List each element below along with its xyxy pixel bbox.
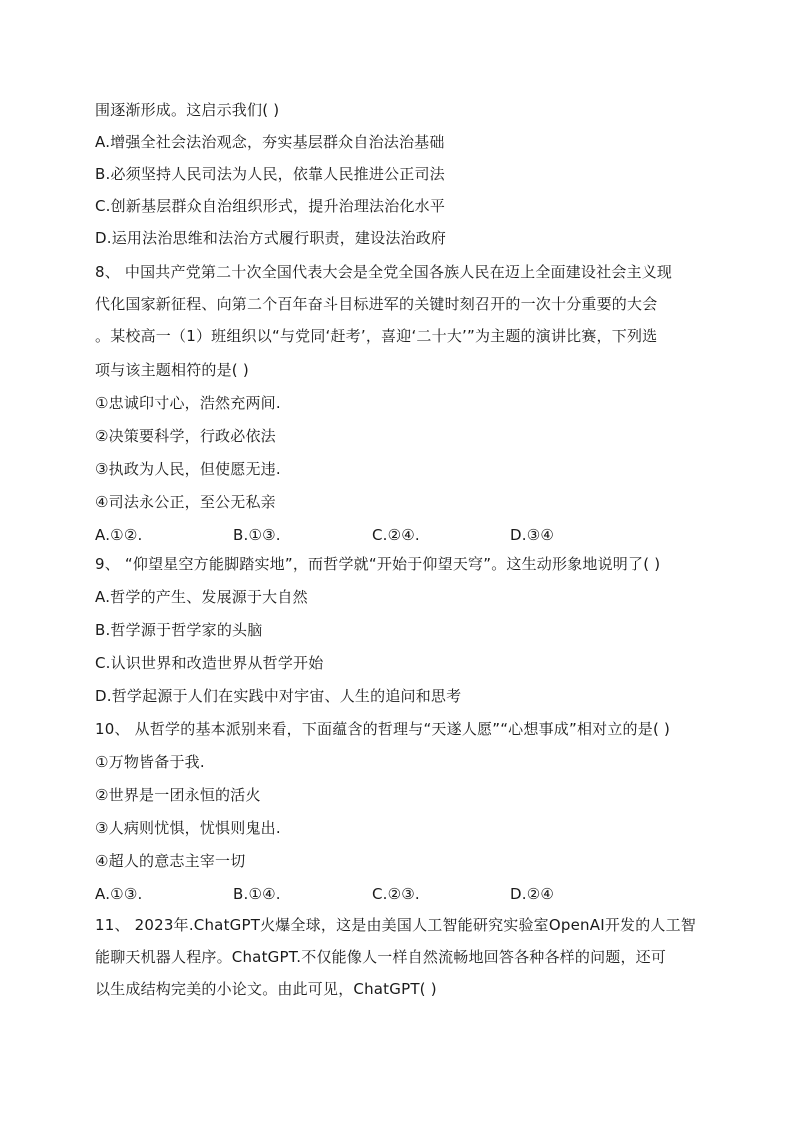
q10-choice-b: B.①④. — [233, 885, 281, 903]
q10-item-4: ④超人的意志主宰一切 — [95, 852, 246, 870]
q9-option-b: B.哲学源于哲学家的头脑 — [95, 621, 263, 639]
q8-stem-line-4: 项与该主题相符的是( ) — [95, 361, 249, 379]
q10-item-1: ①万物皆备于我. — [95, 753, 205, 771]
q8-choice-c: C.②④. — [372, 526, 420, 544]
q8-item-2: ②决策要科学，行政必依法 — [95, 427, 276, 445]
q11-stem-line-2: 能聊天机器人程序。ChatGPT.不仅能像人一样自然流畅地回答各种各样的问题，还可 — [95, 948, 667, 966]
q8-choice-a: A.①②. — [95, 526, 143, 544]
q10-item-2: ②世界是一团永恒的活火 — [95, 786, 261, 804]
q8-item-4: ④司法永公正，至公无私亲 — [95, 493, 276, 511]
q7-option-b: B.必须坚持人民司法为人民，依靠人民推进公正司法 — [95, 165, 445, 183]
q9-option-a: A.哲学的产生、发展源于大自然 — [95, 588, 308, 606]
q9-stem: 9、 “仰望星空方能脚踏实地”，而哲学就“开始于仰望天穹”。这生动形象地说明了( ) — [95, 555, 661, 573]
q8-choices — [95, 519, 715, 551]
q9-option-c: C.认识世界和改造世界从哲学开始 — [95, 654, 324, 672]
q10-choice-a: A.①③. — [95, 885, 143, 903]
q11-stem-line-1: 11、 2023年.ChatGPT火爆全球，这是由美国人工智能研究实验室OpenAI开发的人工智 — [95, 916, 697, 934]
q9-option-d: D.哲学起源于人们在实践中对宇宙、人生的追问和思考 — [95, 687, 462, 705]
q7-stem-continuation: 围逐渐形成。这启示我们( ) — [95, 101, 280, 119]
q8-stem-line-1: 8、 中国共产党第二十次全国代表大会是全党全国各族人民在迈上全面建设社会主义现 — [95, 263, 673, 281]
q10-item-3: ③人病则忧惧，忧惧则鬼出. — [95, 819, 281, 837]
q10-choice-c: C.②③. — [372, 885, 420, 903]
q8-choice-d: D.③④ — [510, 526, 555, 544]
q10-stem: 10、 从哲学的基本派别来看，下面蕴含的哲理与“天遂人愿”“心想事成”相对立的是( ) — [95, 720, 671, 738]
q8-item-3: ③执政为人民，但使愿无违. — [95, 460, 281, 478]
q7-option-c: C.创新基层群众自治组织形式，提升治理法治化水平 — [95, 197, 446, 215]
q7-option-a: A.增强全社会法治观念，夯实基层群众自治法治基础 — [95, 133, 445, 151]
q8-stem-line-2: 代化国家新征程、向第二个百年奋斗目标进军的关键时刻召开的一次十分重要的大会 — [95, 295, 658, 313]
q10-choices — [95, 878, 715, 910]
q10-choice-d: D.②④ — [510, 885, 555, 903]
q8-item-1: ①忠诚印寸心，浩然充两间. — [95, 394, 281, 412]
q7-option-d: D.运用法治思维和法治方式履行职责，建设法治政府 — [95, 229, 447, 247]
q8-stem-line-3: 。某校高一（1）班组织以“与党同‘赶考’，喜迎‘二十大’”为主题的演讲比赛，下列选 — [95, 327, 658, 345]
q11-stem-line-3: 以生成结构完美的小论文。由此可见，ChatGPT( ) — [95, 980, 437, 998]
q8-choice-b: B.①③. — [233, 526, 281, 544]
